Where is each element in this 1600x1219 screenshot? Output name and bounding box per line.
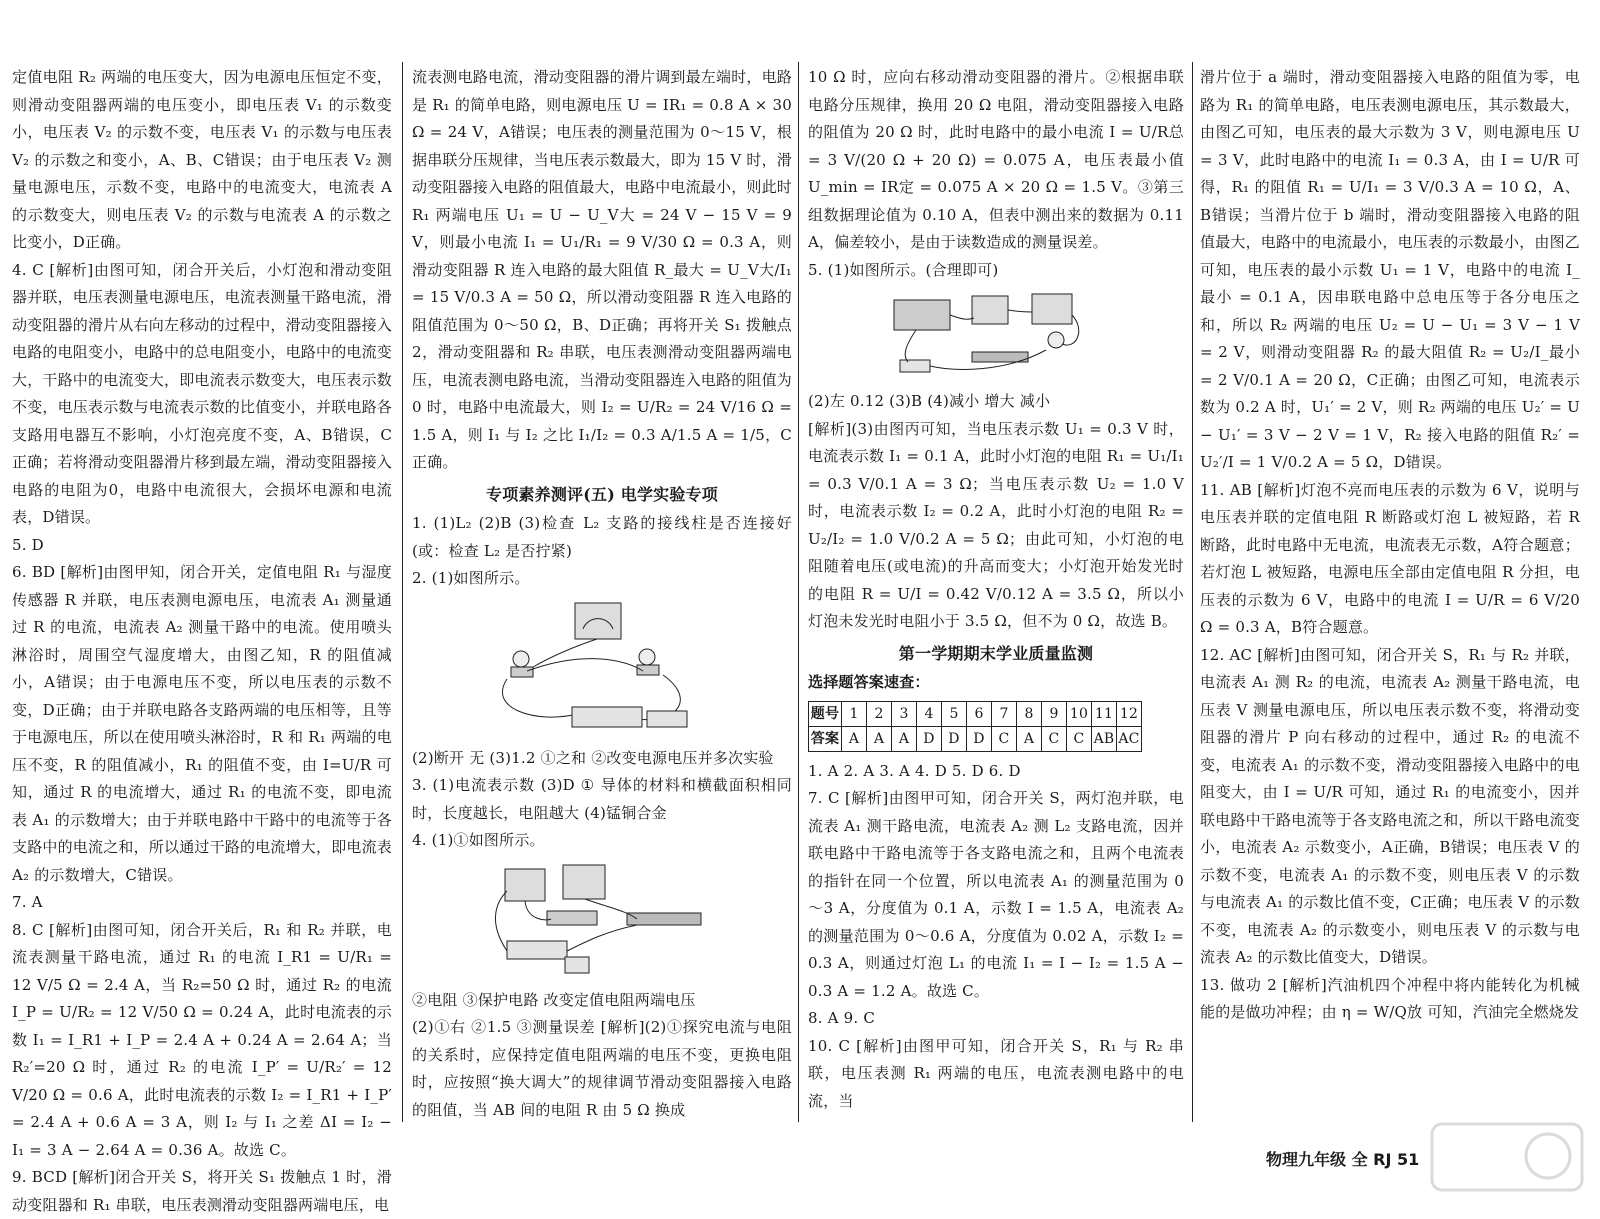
table-cell: 3 (892, 701, 917, 726)
table-cell: 7 (992, 701, 1017, 726)
table-cell: 8 (1017, 701, 1042, 726)
table-cell: 1 (842, 701, 867, 726)
paragraph: (2)左 0.12 (3)B (4)减小 增大 减小 (808, 392, 1051, 410)
table-cell: AC (1117, 726, 1142, 751)
paragraph: 6. BD [解析]由图甲知，闭合开关，定值电阻 R₁ 与湿度传感器 R 并联，电压表测电源电压，电流表 A₁ 测量通过 R 的电流，电流表 A₂ 测量干路中的电流。使用喷头淋浴时，周围空气湿度增大，由图乙知，R 的阻值减小，A错误；由于电源电压不变，所以电压表的示数不变，D正确；由于并联电路各支路两端的电压相等，且等于电源电压，所以在使用喷头淋浴时，R 和 R₁ 两端的电压不变，R 的阻值减小，R₁ 的阻值不变，由 I=U/R 可知，通过 R 的电流增大，通过 R₁ 的电流不变，即电流表 A₁ 的示数增大；由于并联电路中干路中的电流等于各支路中的电流之和，所以通过干路的电流增大，即电流表 A₂ 的示数增大，C错误。 (12, 563, 393, 884)
paragraph: 3. (1)电流表示数 (3)D ① 导体的材料和横截面积相同时，长度越长，电阻越大 (4)锰铜合金 (412, 776, 792, 822)
table-cell: C (1067, 726, 1092, 751)
section-title: 第一学期期末学业质量监测 (898, 643, 1094, 663)
table-cell: 12 (1117, 701, 1142, 726)
table-cell: 4 (917, 701, 942, 726)
table-cell: 10 (1067, 701, 1092, 726)
column-2 (412, 64, 792, 1124)
table-cell: D (967, 726, 992, 751)
column-divider (402, 62, 403, 1122)
paragraph: 9. BCD [解析]闭合开关 S，将开关 S₁ 拨触点 1 时，滑动变阻器和 R₁ 串联，电压表测滑动变阻器两端电压，电 (12, 1168, 392, 1214)
paragraph: 8. A 9. C (808, 1009, 876, 1027)
table-cell: 6 (967, 701, 992, 726)
table-cell: D (942, 726, 967, 751)
table-cell: AB (1092, 726, 1117, 751)
table-cell: A (867, 726, 892, 751)
paragraph: 1. A 2. A 3. A 4. D 5. D 6. D (808, 761, 1021, 780)
paragraph: 7. A (12, 893, 43, 911)
answer-table (808, 701, 1142, 752)
quick-answer-label: 选择题答案速查： (808, 673, 930, 691)
paragraph: 13. 做功 2 [解析]汽油机四个冲程中将内能转化为机械能的是做功冲程；由 η = W/Q放 可知，汽油完全燃烧发 (1200, 975, 1580, 1021)
paragraph: 5. (1)如图所示。(合理即可) (808, 260, 999, 279)
paragraph: [解析](3)由图丙可知，当电压表示数 U₁ = 0.3 V 时，电流表示数 I₁ = 0.1 A，此时小灯泡的电阻 R₁ = U₁/I₁ = 0.3 V/0.1 A = 3 Ω；当电压表示数 U₂ = 1.0 V 时，电流表示数 I₂ = 0.2 A，此时小灯泡的电阻 R₂ = U₂/I₂ = 1.0 V/0.2 A = 5 Ω；由此可知，小灯泡的电阻随着电压(或电流)的升高而变大；小灯泡开始发光时的电阻 R = U/I = 0.42 V/0.12 A = 3.5 Ω，所以小灯泡未发光时电阻小于 3.5 Ω，但不为 0 Ω，故选 B。 (808, 419, 1184, 630)
table-cell: 9 (1042, 701, 1067, 726)
page-footer: 物理九年级 全 RJ 51 (1266, 1150, 1420, 1169)
paragraph: 10 Ω 时，应向右移动滑动变阻器的滑片。②根据串联电路分压规律，换用 20 Ω 电阻，滑动变阻器接入电路的阻值为 20 Ω 时，此时电路中的最小电流 I = U/R总 = 3 V/(20 Ω + 20 Ω) = 0.075 A，电压表最小值 U_min = IR定 = 0.075 A × 20 Ω = 1.5 V。③第三组数据理论值为 0.10 A，但表中测出来的数据为 0.11 A，偏差较小，是由于读数造成的测量误差。 (808, 68, 1184, 251)
paragraph: 8. C [解析]由图可知，闭合开关后，R₁ 和 R₂ 并联，电流表测量干路电流，通过 R₁ 的电流 I_R1 = U/R₁ = 12 V/5 Ω = 2.4 A，当 R₂=50 Ω 时，通过 R₂ 的电流 I_P = U/R₂ = 12 V/50 Ω = 0.24 A，此时电流表的示数 I₁ = I_R1 + I_P = 2.4 A + 0.24 A = 2.64 A；当 R₂′=20 Ω 时，通过 R₂ 的电流 I_P′ = U/R₂′ = 12 V/20 Ω = 0.6 A，此时电流表的示数 I₂ = I_R1 + I_P′ = 2.4 A + 0.6 A = 3 A，则 I₂ 与 I₁ 之差 ΔI = I₂ − I₁ = 3 A − 2.64 A = 0.36 A。故选 C。 (12, 920, 392, 1159)
table-cell: 题号 (809, 701, 842, 726)
paragraph: 流表测电路电流，滑动变阻器的滑片调到最左端时，电路是 R₁ 的简单电路，则电源电压 U = IR₁ = 0.8 A × 30 Ω = 24 V，A错误；电压表的测量范围为 0～15 V，根据串联分压规律，当电压表示数最大，即为 15 V 时，滑动变阻器接入电路的阻值最大，电路中电流最小，则此时 R₁ 两端电压 U₁ = U − U_V大 = 24 V − 15 V = 9 V，则最小电流 I₁ = U₁/R₁ = 9 V/30 Ω = 0.3 A，则滑动变阻器 R 连入电路的最大阻值 R_最大 = U_V大/I₁ = 15 V/0.3 A = 50 Ω，所以滑动变阻器 R 连入电路的阻值范围为 0～50 Ω，B、D正确；再将开关 S₁ 拨触点 2，滑动变阻器和 R₂ 串联，电压表测滑动变阻器两端电压，电流表测电路电流，当滑动变阻器连入电路的阻值为 0 时，电路中电流最大，则 I₂ = U/R₂ = 24 V/16 Ω = 1.5 A，则 I₁ 与 I₂ 之比 I₁/I₂ = 0.3 A/1.5 A = 1/5，C正确。 (412, 68, 793, 471)
column-4 (1200, 64, 1580, 1027)
circuit-diagram-figure (487, 861, 717, 981)
paragraph: 滑片位于 a 端时，滑动变阻器接入电路的阻值为零，电路为 R₁ 的简单电路，电压表测电源电压，其示数最大，由图乙可知，电压表的最大示数为 3 V，则电源电压 U = 3 V，此时电路中的电流 I₁ = 0.3 A，由 I = U/R 可得，R₁ 的阻值 R₁ = U/I₁ = 3 V/0.3 A = 10 Ω，A、B错误；当滑片位于 b 端时，滑动变阻器接入电路的阻值最大，电路中的电流最小，电压表的示数最小，由图乙可知，电压表的最小示数 U₁ = 1 V，电路中的电流 I_最小 = 0.1 A，因串联电路中总电压等于各分电压之和，所以 R₂ 两端的电压 U₂ = U − U₁ = 3 V − 1 V = 2 V，则滑动变阻器 R₂ 的最大阻值 R₂ = U₂/I_最小 = 2 V/0.1 A = 20 Ω，C正确；由图乙可知，电流表示数为 0.2 A 时，U₁′ = 2 V，则 R₂ 两端的电压 U₂′ = U − U₁′ = 3 V − 2 V = 1 V，R₂ 接入电路的阻值 R₂′ = U₂′/I = 1 V/0.2 A = 5 Ω，D错误。 (1200, 68, 1581, 471)
table-cell: 5 (942, 701, 967, 726)
table-cell: A (1017, 726, 1042, 751)
table-row (809, 701, 1142, 726)
table-cell: 答案 (809, 726, 842, 751)
paragraph: 10. C [解析]由图甲可知，闭合开关 S，R₁ 与 R₂ 串联，电压表测 R₁ 两端的电压，电流表测电路中的电流，当 (808, 1036, 1184, 1110)
paragraph: 7. C [解析]由图甲可知，闭合开关 S，两灯泡并联，电流表 A₁ 测干路电流，电流表 A₂ 测 L₂ 支路电流，因并联电路中干路电流等于各支路电流之和，且两个电流表的指针在同一个位置，所以电流表 A₁ 的测量范围为 0～3 A，分度值为 0.1 A，示数 I = 1.5 A，电流表 A₂ 的测量范围为 0～0.6 A，分度值为 0.02 A，示数 I₂ = 0.3 A，则通过灯泡 L₁ 的电流 I₁ = I − I₂ = 1.5 A − 0.3 A = 1.2 A。故选 C。 (808, 789, 1184, 1000)
paragraph: 定值电阻 R₂ 两端的电压变大，因为电源电压恒定不变，则滑动变阻器两端的电压变小，即电压表 V₁ 的示数变小，电压表 V₂ 的示数不变，电压表 V₁ 的示数与电压表 V₂ 的示数之和变小，A、B、C错误；由于电压表 V₂ 测量电源电压，示数不变，电路中的电流变大，电流表 A 的示数变大，则电压表 V₂ 的示数与电流表 A 的示数之比变小，D正确。 (12, 68, 392, 251)
table-row (809, 726, 1142, 751)
column-divider (1192, 62, 1193, 1122)
table-cell: 11 (1092, 701, 1117, 726)
paragraph: 4. C [解析]由图可知，闭合开关后，小灯泡和滑动变阻器并联，电压表测量电源电压，电流表测量干路电流，滑动变阻器的滑片从右向左移动的过程中，滑动变阻器接入电路的电阻变小，电路中的总电阻变小，电路中的电流变大，干路中的电流变大，即电流表示数变大，电压表示数不变，电压表示数与电流表示数的比值变小，并联电路各支路用电器互不影响，小灯泡亮度不变，A、B错误，C正确；若将滑动变阻器滑片移到最左端，滑动变阻器接入电路的电阻为0，电路中电流很大，会损坏电源和电流表，D错误。 (12, 260, 393, 526)
table-cell: 2 (867, 701, 892, 726)
table-cell: A (842, 726, 867, 751)
paragraph: 1. (1)L₂ (2)B (3)检查 L₂ 支路的接线柱是否连接好(或：检查 L₂ 是否拧紧) (412, 514, 792, 560)
column-3 (808, 64, 1184, 1115)
circuit-diagram-figure (477, 599, 727, 739)
table-cell: D (917, 726, 942, 751)
table-cell: C (1042, 726, 1067, 751)
paragraph: ②电阻 ③保护电路 改变定值电阻两端电压 (412, 990, 696, 1009)
paragraph: 11. AB [解析]灯泡不亮而电压表的示数为 6 V，说明与电压表并联的定值电阻 R 断路或灯泡 L 被短路，若 R 断路，此时电路中无电流，电流表无示数，A符合题意；若灯泡 L 被短路，电源电压全部由定值电阻 R 分担，电压表的示数为 6 V，电路中的电流 I = U/R = 6 V/20 Ω = 0.3 A，B符合题意。 (1200, 480, 1580, 636)
watermark-logo (1428, 1118, 1588, 1196)
table-cell: C (992, 726, 1017, 751)
paragraph: 4. (1)①如图所示。 (412, 831, 545, 849)
paragraph: 2. (1)如图所示。 (412, 569, 530, 587)
paragraph: 5. D (12, 535, 44, 554)
column-1 (12, 64, 392, 1219)
paragraph: (2)断开 无 (3)1.2 ①之和 ②改变电源电压并多次实验 (412, 748, 774, 767)
table-cell: A (892, 726, 917, 751)
column-divider (798, 62, 799, 1122)
paragraph: (2)①右 ②1.5 ③测量误差 [解析](2)①探究电流与电阻的关系时，应保持定值电阻两端的电压不变，更换电阻时，应按照“换大调大”的规律调节滑动变阻器接入电路的阻值，当 AB 间的电阻 R 由 5 Ω 换成 (412, 1018, 792, 1119)
circuit-diagram-figure (886, 290, 1106, 382)
section-title: 专项素养测评(五) 电学实验专项 (486, 484, 718, 504)
paragraph: 12. AC [解析]由图可知，闭合开关 S，R₁ 与 R₂ 并联，电流表 A₁ 测 R₂ 的电流，电流表 A₂ 测量干路电流，电压表 V 测量电源电压，所以电压表示数不变，将滑动变阻器的滑片 P 向右移动的过程中，通过 R₂ 的电流不变，电流表 A₁ 的示数不变，滑动变阻器接入电路中的电阻变大，由 I = U/R 可知，通过 R₁ 的电流变小，因并联电路中干路电流等于各支路电流之和，所以干路电流变小，电流表 A₂ 示数变小，A正确，B错误；电压表 V 的示数不变，电流表 A₁ 的示数不变，则电压表 V 的示数与电流表 A₁ 的示数比值不变，C正确；电压表 V 的示数不变，电流表 A₂ 的示数变小，则电压表 V 的示数与电流表 A₂ 的示数比值变大，D错误。 (1200, 645, 1581, 966)
